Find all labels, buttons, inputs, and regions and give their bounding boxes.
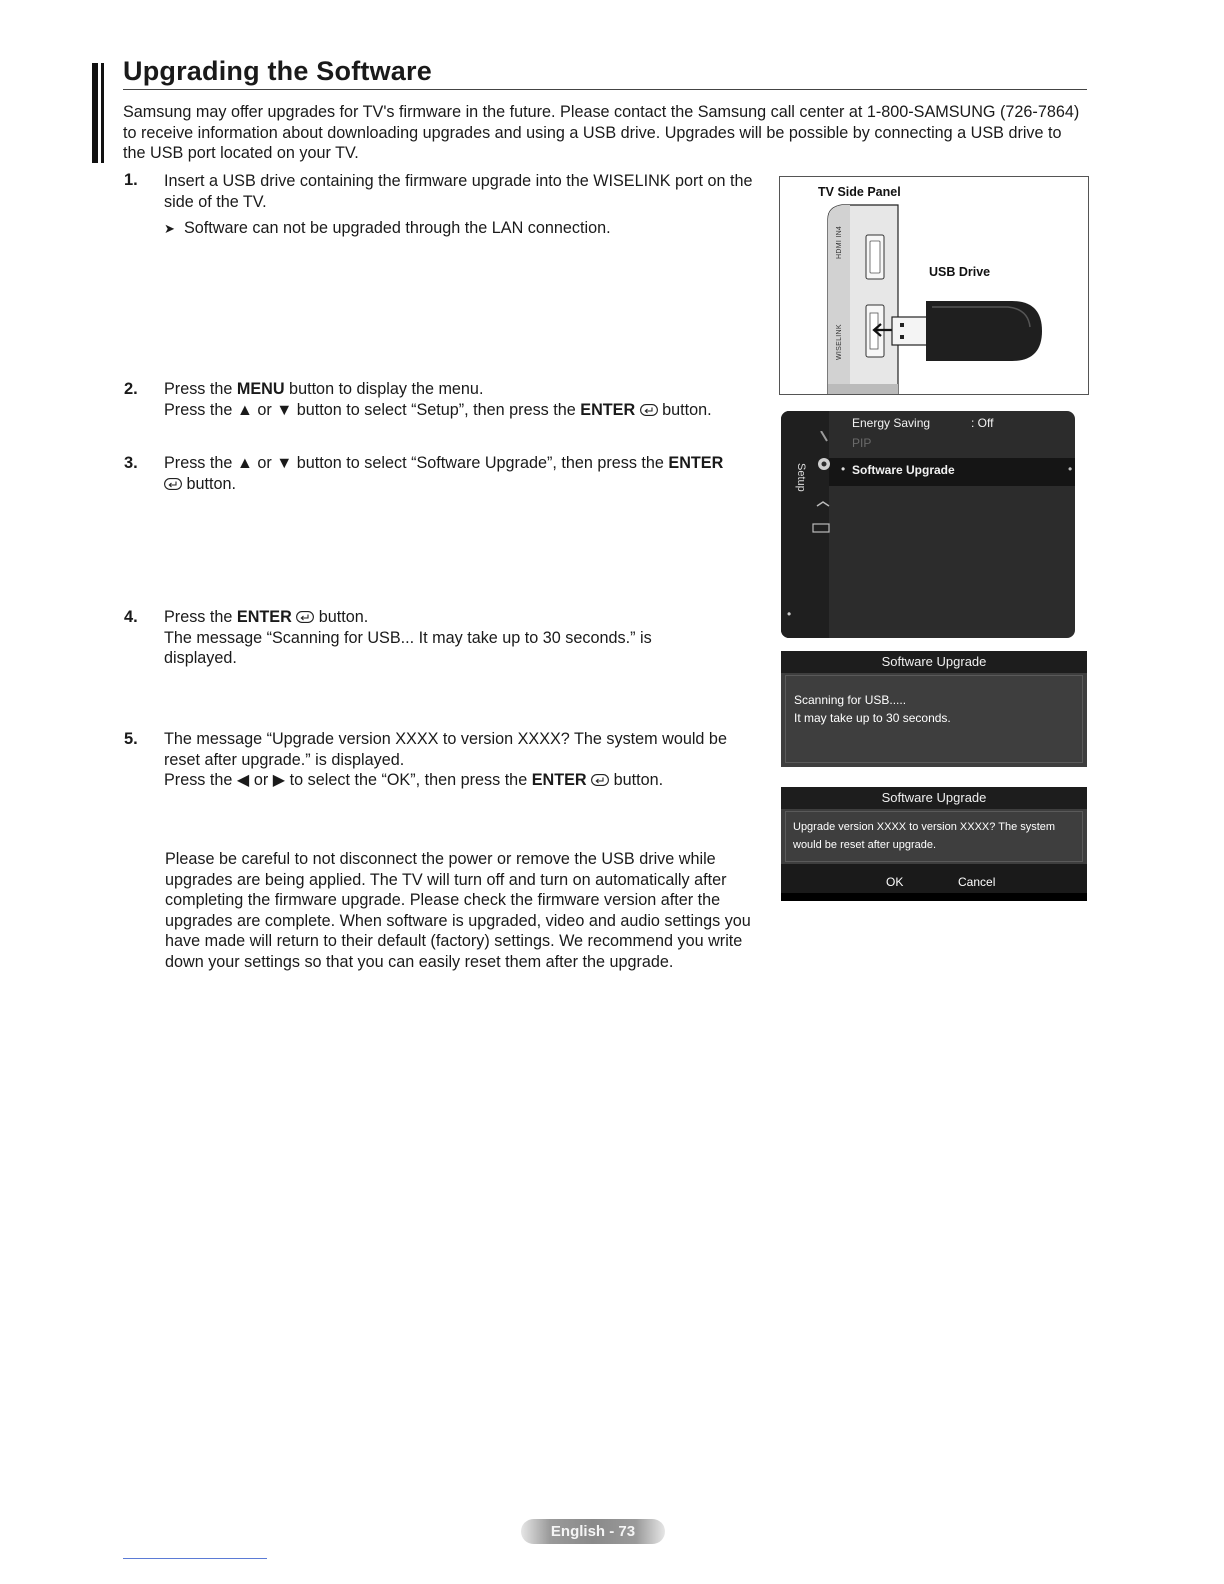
bullet-icon: • — [1068, 462, 1073, 476]
menu-icon-picture — [819, 431, 829, 443]
scanning-dialog — [781, 651, 1087, 767]
confirm-line-2: would be reset after upgrade. — [793, 839, 937, 851]
step-1-number: 1. — [124, 171, 138, 189]
scanning-dialog-title: Software Upgrade — [781, 651, 1087, 673]
step-5-text-c: button. — [609, 771, 664, 789]
tv-side-panel-label: TV Side Panel — [818, 185, 901, 199]
page-number-badge: English - 73 — [521, 1519, 665, 1544]
step-5-text — [164, 729, 764, 791]
dialog-bottom-edge — [781, 893, 1087, 901]
setup-gear-icon — [815, 455, 833, 473]
note-arrow-icon: ➤ — [164, 221, 175, 236]
intro-paragraph: Samsung may offer upgrades for TV's firmware in the future. Please contact the Samsung call center at 1-800-SAMSUNG (726-7864) to receive information about downloading upgrades and using a USB drive. Upgrades will be possible by connecting a USB drive to the USB port located on your TV. — [123, 103, 1080, 162]
enter-icon — [164, 478, 182, 490]
step-1-note — [164, 218, 764, 240]
step-4-number: 4. — [124, 608, 138, 626]
caution-paragraph: Please be careful to not disconnect the power or remove the USB drive while upgrades are being applied. The TV will turn off and turn on automatically after completing the firmware upgrade. Please check the firmware version after the upgrades are complete. When software is upgraded, video and audio settings you have made will return to their default (factory) settings. We recommend you write down your settings so that you can easily reset them after the upgrade. — [165, 850, 751, 971]
heading-accent-bar-thin — [101, 63, 104, 163]
step-4-text — [164, 607, 724, 669]
title-divider — [123, 89, 1087, 90]
footer-rule — [123, 1558, 267, 1559]
hdmi-in4-label: HDMI IN4 — [836, 225, 843, 259]
menu-key-label: MENU — [236, 380, 285, 398]
step-4-line2: The message “Scanning for USB... It may take up to 30 seconds.” is displayed. — [164, 628, 652, 667]
tv-side-panel-figure — [779, 176, 1089, 395]
step-3-text — [164, 453, 724, 494]
step-2-line2-a: Press the ▲ or ▼ button to select “Setup”, then press the — [164, 400, 581, 419]
confirm-line-1: Upgrade version XXXX to version XXXX? The system — [793, 821, 1056, 833]
confirm-dialog — [781, 787, 1087, 901]
step-2-text-a: Press the — [164, 380, 237, 398]
software-upgrade-item[interactable]: Software Upgrade — [852, 463, 955, 477]
cancel-button[interactable]: Cancel — [958, 875, 996, 889]
enter-icon — [640, 404, 658, 416]
enter-icon — [591, 774, 609, 786]
enter-key-label: ENTER — [580, 400, 636, 419]
enter-key-label: ENTER — [668, 454, 724, 472]
step-1-note-text: Software can not be upgraded through the LAN connection. — [184, 219, 611, 237]
enter-key-label: ENTER — [531, 771, 587, 789]
page-title: Upgrading the Software — [123, 56, 432, 86]
step-3-text-a: Press the ▲ or ▼ button to select “Software Upgrade”, then press the — [164, 454, 669, 472]
step-2-number: 2. — [124, 380, 138, 398]
step-4-text-c: button. — [314, 608, 369, 626]
enter-key-label: ENTER — [236, 608, 292, 626]
confirm-dialog-title: Software Upgrade — [781, 787, 1087, 809]
step-2-text — [164, 379, 774, 420]
menu-icon-input — [816, 499, 830, 509]
step-2-text-c: button to display the menu. — [284, 380, 484, 398]
step-3-number: 3. — [124, 454, 138, 472]
ok-button[interactable]: OK — [886, 875, 904, 889]
bullet-icon: • — [787, 607, 792, 621]
setup-menu-screenshot — [781, 411, 1075, 638]
wiselink-label: WISELINK — [836, 324, 843, 360]
enter-icon — [296, 611, 314, 623]
heading-accent-bar — [92, 63, 98, 163]
pip-label: PIP — [852, 436, 872, 450]
energy-saving-label: Energy Saving — [852, 416, 931, 430]
usb-drive-label: USB Drive — [929, 265, 991, 279]
step-5-line1: The message “Upgrade version XXXX to version XXXX? The system would be reset after upgrade.” is displayed. — [164, 730, 727, 769]
scanning-line-2: It may take up to 30 seconds. — [794, 711, 951, 725]
side-panel-illustration — [780, 177, 1088, 394]
setup-side-label: Setup — [795, 463, 807, 492]
scanning-line-1: Scanning for USB..... — [794, 693, 907, 707]
step-5-text-a: Press the ◀ or ▶ to select the “OK”, then press the — [164, 771, 532, 789]
step-3-text-c: button. — [182, 474, 237, 493]
step-4-text-a: Press the — [164, 608, 237, 626]
step-1-text: Insert a USB drive containing the firmware upgrade into the WISELINK port on the side of the TV. — [164, 172, 753, 211]
energy-saving-value: : Off — [971, 416, 994, 430]
menu-icon-application — [812, 523, 830, 533]
step-2-line2-c: button. — [657, 400, 712, 419]
step-5-number: 5. — [124, 730, 138, 748]
bullet-icon: • — [841, 462, 846, 476]
